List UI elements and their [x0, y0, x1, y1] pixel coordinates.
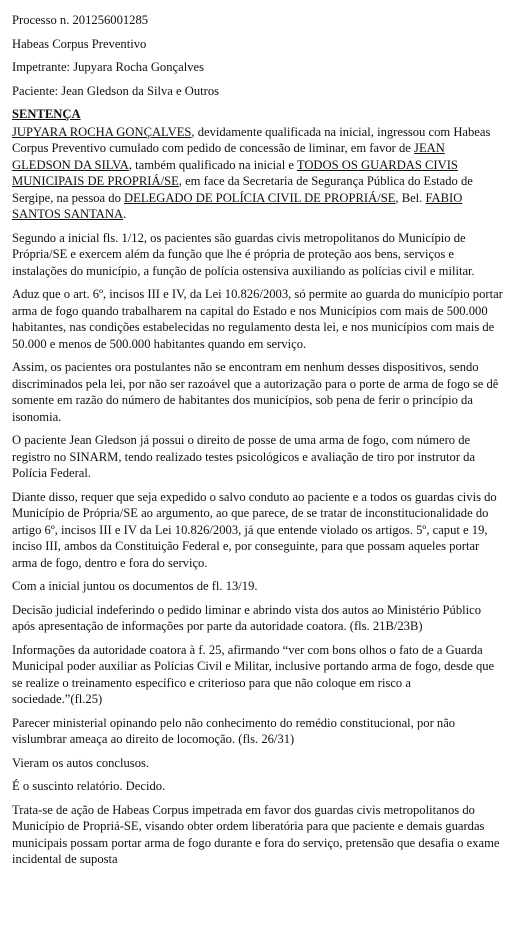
impetrante-line: Impetrante: Jupyara Rocha Gonçalves	[12, 60, 204, 74]
impetrante-name: JUPYARA ROCHA GONÇALVES	[12, 124, 192, 139]
body-paragraph: Vieram os autos conclusos.	[12, 755, 150, 770]
patient-name: JEAN GLEDSON DA SILVA	[12, 141, 445, 172]
body-paragraph: Com a inicial juntou os documentos de fl. 13/19.	[12, 579, 258, 593]
intro-text-2: , também qualificado na inicial e	[128, 157, 297, 172]
body-paragraph: O paciente Jean Gledson já possui o direito de posse de uma arma de fogo, com número de registro no SINARM, tendo realizado testes psicológicos e avaliação de tiro por instrutor da Polícia Federal.	[12, 433, 476, 480]
delegate-title: DELEGADO DE POLÍCIA CIVIL DE PROPRIÁ/SE	[124, 190, 396, 205]
intro-text-5: .	[123, 207, 127, 221]
process-number: Processo n. 201256001285	[12, 13, 149, 27]
body-paragraph: Diante disso, requer que seja expedido o salvo conduto ao paciente e a todos os guardas civis do Município de Própria/SE ao argumento, ao que parece, de se tratar de inconstitucionalidade do artigo 6º, incisos III e IV da Lei 10.826/2003, já que entende violado os artigos. 5º, caput e 19, inciso III, ambos da Constituição Federal e, por conseguinte, para que possam aqueles portar arma de fogo, dentro e fora do serviço.	[12, 489, 497, 570]
paciente-line: Paciente: Jean Gledson da Silva e Outros	[12, 83, 220, 98]
body-paragraph: Parecer ministerial opinando pelo não conhecimento do remédio constitucional, por não vislumbrar ameaça ao direito de locomoção. (fls. 26/31)	[12, 715, 456, 746]
body-paragraph: É o suscinto relatório. Decido.	[12, 779, 166, 793]
intro-text-3: , em face da Secretaria de Segurança Pública do Estado de Sergipe, na pessoa do	[12, 174, 473, 205]
body-paragraph: Aduz que o art. 6º, incisos III e IV, da Lei 10.826/2003, só permite ao guarda do município portar arma de fogo quando trabalharem na capital do Estado e nos Municípios com mais de 500.000 habitantes, nas condições estabelecidas no regulamento desta lei, e nos municípios com mais de 50.000 e menos de 500.000 habitantes quando em serviço.	[12, 287, 503, 351]
body-paragraph: Decisão judicial indeferindo o pedido liminar e abrindo vista dos autos ao Ministério Público após apresentação de informações por parte da autoridade coatora. (fls. 21B/23B)	[12, 602, 482, 633]
sentence-title: SENTENÇA	[12, 107, 81, 121]
intro-text-4: , Bel.	[395, 190, 426, 205]
body-paragraph: Assim, os pacientes ora postulantes não se encontram em nenhum desses dispositivos, sendo discriminados pela lei, por não ser razoável que a autorização para o porte de arma de fogo se dê somente em razão do número de habitantes dos municípios, sob pena de ferir o princípio da isonomia.	[12, 360, 499, 424]
guards-group: TODOS OS GUARDAS CIVIS MUNICIPAIS DE PROPRIÁ/SE	[12, 157, 458, 188]
case-type: Habeas Corpus Preventivo	[12, 36, 147, 51]
intro-paragraph	[12, 124, 504, 223]
document-content	[12, 12, 504, 868]
intro-text-1: , devidamente qualificada na inicial, ingressou com Habeas Corpus Preventivo cumulado com pedido de concessão de liminar, em favor de	[12, 124, 491, 155]
body-paragraph: Informações da autoridade coatora à f. 25, afirmando “ver com bons olhos o fato de a Guarda Municipal poder auxiliar as Polícias Civil e Militar, inclusive portando arma de fogo, desde que se realize o treinamento específico e criterioso para que não coloque em risco a sociedade.”(fl.25)	[12, 642, 495, 706]
delegate-name: FABIO SANTOS SANTANA	[12, 190, 463, 221]
final-paragraph: Trata-se de ação de Habeas Corpus impetrada em favor dos guardas civis metropolitanos do Município de Propriá-SE, visando obter ordem liberatória para que paciente e demais guardas municipais possam portar arma de fogo durante e fora do serviço, pretensão que desafia o exame incidental de suposta	[12, 802, 500, 866]
body-paragraph: Segundo a inicial fls. 1/12, os pacientes são guardas civis metropolitanos do Município de Própria/SE e exercem além da função que lhe é própria de proteção aos bens, serviços e instalações do município, a função de polícia ostensiva auxiliando as polícias civil e militar.	[12, 230, 475, 278]
